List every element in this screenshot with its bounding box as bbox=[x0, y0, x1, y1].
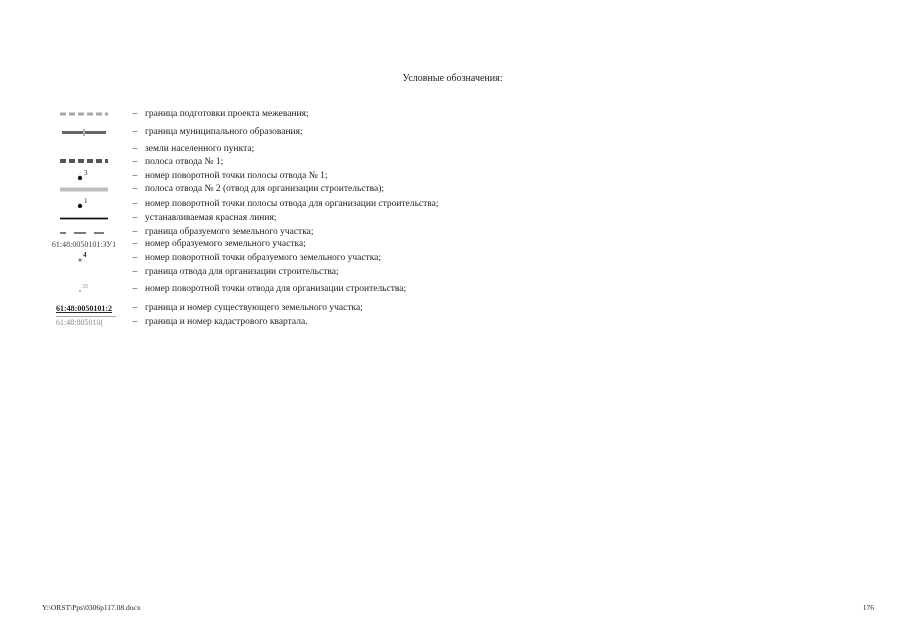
legend-row bbox=[40, 183, 740, 196]
legend-row bbox=[40, 212, 740, 225]
separator: – bbox=[132, 303, 138, 313]
separator: – bbox=[132, 109, 138, 119]
separator: – bbox=[132, 127, 138, 137]
legend-label: номер поворотной точки полосы отвода № 1; bbox=[145, 171, 328, 181]
separator: – bbox=[132, 267, 138, 277]
boundary-dashed-gray-icon bbox=[40, 108, 128, 121]
page-number: 176 bbox=[862, 603, 874, 612]
plot-number-text: 61:48:0050101:ЗУ1 bbox=[51, 240, 117, 249]
blank-symbol bbox=[40, 143, 128, 156]
separator: – bbox=[132, 199, 138, 209]
legend-label: граница подготовки проекта межевания; bbox=[145, 109, 309, 119]
legend-title: Условные обозначения: bbox=[402, 73, 503, 84]
legend-row bbox=[40, 316, 740, 329]
point-number-icon bbox=[40, 170, 128, 183]
point-number-label: 3 bbox=[84, 169, 88, 177]
separator: – bbox=[132, 284, 138, 294]
separator: – bbox=[132, 144, 138, 154]
separator: – bbox=[132, 227, 138, 237]
legend-row bbox=[40, 126, 740, 139]
cadastral-quarter-number: 61:48:005010( bbox=[56, 316, 116, 328]
legend-label: граница отвода для организации строительства; bbox=[145, 267, 339, 277]
legend-label: граница и номер существующего земельного участка; bbox=[145, 303, 363, 313]
legend-label: полоса отвода № 1; bbox=[145, 157, 224, 167]
legend-label: граница образуемого земельного участка; bbox=[145, 227, 314, 237]
legend-label: номер поворотной точки отвода для организации строительства; bbox=[145, 284, 407, 294]
legend-row bbox=[40, 143, 740, 156]
legend-label: граница муниципального образования; bbox=[145, 127, 303, 137]
separator: – bbox=[132, 317, 138, 327]
blank-symbol bbox=[40, 266, 128, 279]
point-number-label: 35 bbox=[82, 284, 88, 290]
legend-row bbox=[40, 108, 740, 121]
legend-label: номер образуемого земельного участка; bbox=[145, 239, 306, 249]
small-point-number-icon bbox=[40, 252, 128, 265]
municipal-boundary-icon bbox=[40, 126, 128, 139]
existing-plot-number: 61:48:0050101:2 bbox=[56, 304, 112, 313]
legend-row bbox=[40, 198, 740, 211]
legend-label: номер поворотной точки полосы отвода для организации строительства; bbox=[145, 199, 439, 209]
legend-row bbox=[40, 252, 740, 265]
legend-row bbox=[40, 302, 740, 315]
point-number-label: 1 bbox=[84, 197, 88, 205]
cadastral-quarter-symbol bbox=[40, 316, 128, 329]
separator: – bbox=[132, 171, 138, 181]
solid-line-icon bbox=[40, 212, 128, 225]
separator: – bbox=[132, 253, 138, 263]
legend-label: устанавливаемая красная линия; bbox=[145, 213, 277, 223]
existing-plot-symbol bbox=[40, 302, 128, 315]
separator: – bbox=[132, 184, 138, 194]
point-number-label: 4 bbox=[83, 251, 87, 259]
legend-row bbox=[40, 266, 740, 279]
legend-label: полоса отвода № 2 (отвод для организации строительства); bbox=[145, 184, 385, 194]
separator: – bbox=[132, 213, 138, 223]
legend-row bbox=[40, 283, 740, 296]
separator: – bbox=[132, 239, 138, 249]
legend-row bbox=[40, 156, 740, 169]
legend-label: граница и номер кадастрового квартала. bbox=[145, 317, 308, 327]
tiny-point-number-icon bbox=[40, 283, 128, 296]
point-number-icon bbox=[40, 198, 128, 211]
legend-label: номер поворотной точки образуемого земельного участка; bbox=[145, 253, 382, 263]
legend-label: земли населенного пункта; bbox=[145, 144, 255, 154]
legend-row bbox=[40, 238, 740, 251]
separator: – bbox=[132, 157, 138, 167]
file-path: Y:\ORST\Pps\0306р117.08.docx bbox=[42, 603, 141, 612]
legend-row bbox=[40, 170, 740, 183]
